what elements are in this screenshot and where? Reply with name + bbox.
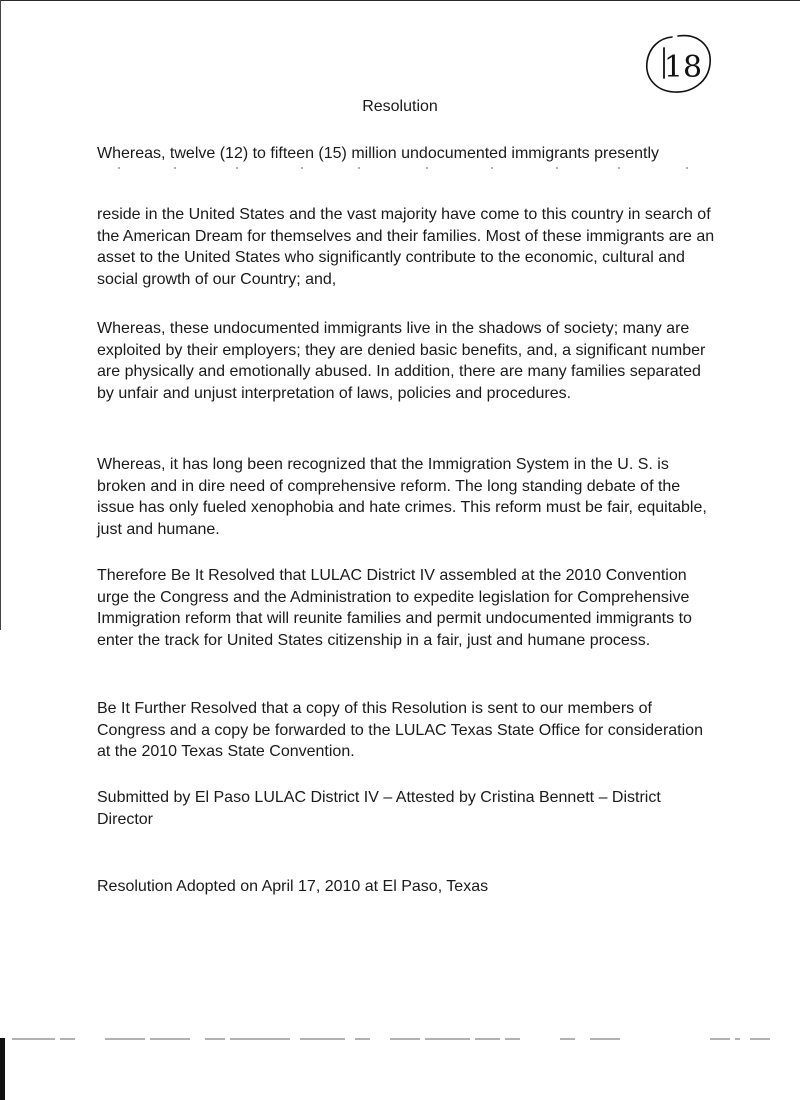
scan-dashes xyxy=(0,1030,800,1046)
scan-edge-bar xyxy=(0,1038,5,1100)
paragraph-whereas-shadows: Whereas, these undocumented immigrants live in the shadows of society; many are exploited by their employers; they are denied basic benefits, and, a significant number are physically and emotionally abused. In addition, there are many families separated by unfair and unjust interpretation of laws, policies and procedures. xyxy=(97,320,706,402)
scan-edge-left xyxy=(0,0,1,630)
paragraph-resolved: Therefore Be It Resolved that LULAC District IV assembled at the 2010 Convention urge the Congress and the Administration to expedite legislation for Comprehensive Immigration reform that will reunite families and permit undocumented immigrants to enter the track for United States citizenship in a fair, just and humane process. xyxy=(97,567,692,649)
submitted-by: Submitted by El Paso LULAC District IV – Attested by Cristina Bennett – District Director xyxy=(97,789,661,828)
adoption-line: Resolution Adopted on April 17, 2010 at El Paso, Texas xyxy=(97,878,489,895)
scan-edge-top xyxy=(0,0,800,1)
paragraph-whereas-system: Whereas, it has long been recognized that the Immigration System in the U. S. is broken and in dire need of comprehensive reform. The long standing debate of the issue has only fueled xenophobia and hate crimes. This reform must be fair, equitable, just and humane. xyxy=(97,456,707,538)
page-number-digits: 18 xyxy=(663,50,703,85)
page-title: Resolution xyxy=(362,98,438,115)
handwritten-page-number xyxy=(640,30,714,96)
scan-specks xyxy=(96,167,716,171)
paragraph-whereas-continued: reside in the United States and the vast majority have come to this country in search of the American Dream for themselves and their families. Most of these immigrants are an asset to the United States who significantly contribute to the economic, cultural and social growth of our Country; and, xyxy=(97,206,715,288)
paragraph-whereas-intro: Whereas, twelve (12) to fifteen (15) million undocumented immigrants presently xyxy=(97,145,660,162)
paragraph-further-resolved: Be It Further Resolved that a copy of this Resolution is sent to our members of Congress and a copy be forwarded to the LULAC Texas State Office for consideration at the 2010 Texas State Convention. xyxy=(97,700,703,760)
